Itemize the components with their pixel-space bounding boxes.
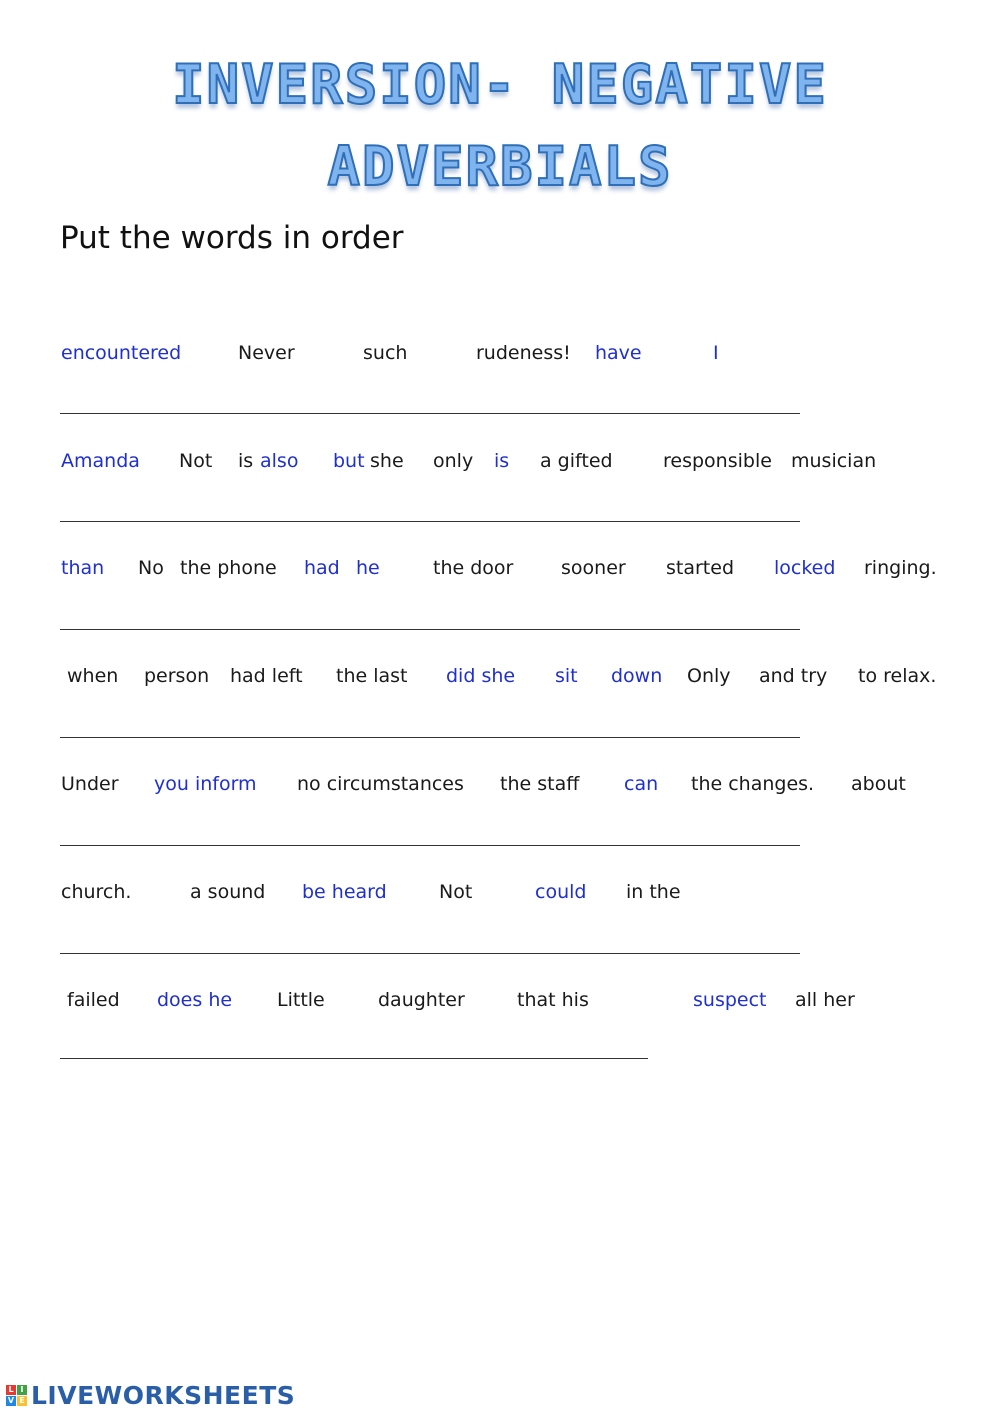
answer-line[interactable] <box>60 1058 648 1059</box>
word-tile[interactable]: that his <box>517 989 589 1011</box>
word-tile[interactable]: suspect <box>693 989 767 1011</box>
word-tile[interactable]: a gifted <box>540 450 613 472</box>
word-tile[interactable]: but <box>333 450 365 472</box>
word-tile[interactable]: the last <box>336 665 408 687</box>
word-tile[interactable]: is <box>494 450 510 472</box>
title-line-2: ADVERBIALS <box>327 135 673 198</box>
logo-grid-icon <box>6 1385 27 1406</box>
word-tile[interactable]: can <box>624 773 659 795</box>
word-tile[interactable]: such <box>363 342 408 364</box>
word-tile[interactable]: rudeness! <box>476 342 571 364</box>
word-tile[interactable]: sit <box>555 665 578 687</box>
word-tile[interactable]: also <box>260 450 299 472</box>
word-tile[interactable]: Not <box>179 450 213 472</box>
word-tile[interactable]: no circumstances <box>297 773 464 795</box>
word-tile[interactable]: all her <box>795 989 855 1011</box>
word-tile[interactable]: could <box>535 881 587 903</box>
word-tile[interactable]: Amanda <box>61 450 140 472</box>
word-tile[interactable]: had left <box>230 665 303 687</box>
word-tile[interactable]: did she <box>446 665 516 687</box>
word-tile[interactable]: musician <box>791 450 877 472</box>
word-tile[interactable]: have <box>595 342 642 364</box>
logo-letter: I <box>17 1385 27 1395</box>
word-tile[interactable]: sooner <box>561 557 626 579</box>
word-tile[interactable]: be heard <box>302 881 387 903</box>
word-tile[interactable]: ringing. <box>864 557 937 579</box>
word-tile[interactable]: Never <box>238 342 295 364</box>
word-tile[interactable]: Under <box>61 773 119 795</box>
answer-line[interactable] <box>60 845 800 846</box>
word-tile[interactable]: to relax. <box>858 665 937 687</box>
word-tile[interactable]: he <box>356 557 380 579</box>
answer-line[interactable] <box>60 521 800 522</box>
word-tile[interactable]: the door <box>433 557 514 579</box>
word-tile[interactable]: she <box>370 450 404 472</box>
word-tile[interactable]: the phone <box>180 557 277 579</box>
word-tile[interactable]: the changes. <box>691 773 815 795</box>
word-tile[interactable]: failed <box>67 989 120 1011</box>
answer-line[interactable] <box>60 629 800 630</box>
word-tile[interactable]: down <box>611 665 663 687</box>
word-tile[interactable]: in the <box>626 881 681 903</box>
word-tile[interactable]: and try <box>759 665 828 687</box>
word-tile[interactable]: person <box>144 665 210 687</box>
word-tile[interactable]: the staff <box>500 773 580 795</box>
word-tile[interactable]: is <box>238 450 254 472</box>
word-tile[interactable]: had <box>304 557 340 579</box>
word-tile[interactable]: Only <box>687 665 731 687</box>
answer-line[interactable] <box>60 737 800 738</box>
word-tile[interactable]: encountered <box>61 342 182 364</box>
word-tile[interactable]: Not <box>439 881 473 903</box>
word-tile[interactable]: started <box>666 557 735 579</box>
word-tile[interactable]: Little <box>277 989 325 1011</box>
word-tile[interactable]: does he <box>157 989 233 1011</box>
word-tile[interactable]: when <box>67 665 119 687</box>
logo-letter: E <box>17 1396 27 1406</box>
logo-text: LIVEWORKSHEETS <box>31 1380 296 1410</box>
word-tile[interactable]: church. <box>61 881 132 903</box>
word-tile[interactable]: a sound <box>190 881 266 903</box>
liveworksheets-logo[interactable] <box>6 1381 295 1409</box>
logo-letter: V <box>7 1395 15 1405</box>
instruction-text: Put the words in order <box>60 220 404 256</box>
word-tile[interactable]: daughter <box>378 989 465 1011</box>
word-tile[interactable]: about <box>851 773 906 795</box>
answer-line[interactable] <box>60 413 800 414</box>
word-tile[interactable]: I <box>713 342 719 364</box>
word-tile[interactable]: only <box>433 450 474 472</box>
answer-line[interactable] <box>60 953 800 954</box>
word-tile[interactable]: locked <box>774 557 836 579</box>
title-line-1: INVERSION- NEGATIVE <box>172 53 828 116</box>
word-tile[interactable]: you inform <box>154 773 257 795</box>
logo-letter: L <box>6 1385 16 1395</box>
word-tile[interactable]: No <box>138 557 164 579</box>
word-tile[interactable]: than <box>61 557 105 579</box>
word-tile[interactable]: responsible <box>663 450 772 472</box>
